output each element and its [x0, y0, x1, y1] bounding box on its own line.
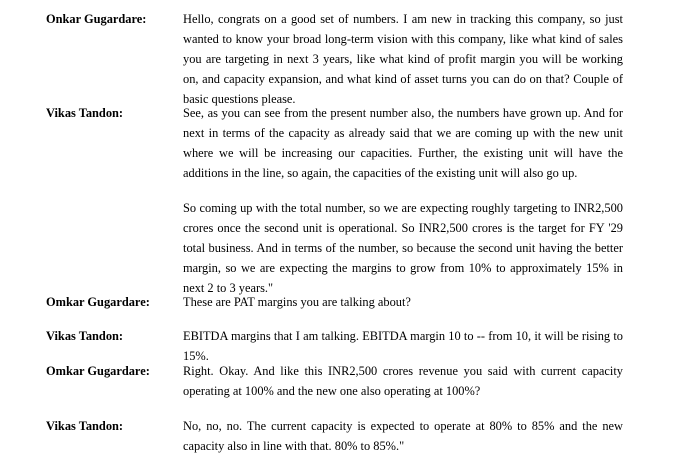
speaker-name: Omkar Gugardare:	[46, 364, 150, 378]
speaker-name: Onkar Gugardare:	[46, 12, 147, 26]
speaker-name: Vikas Tandon:	[46, 106, 124, 120]
speech-paragraph: EBITDA margins that I am talking. EBITDA margin 10 to -- from 10, it will be rising to 15%.	[183, 329, 623, 363]
speech-paragraph: These are PAT margins you are talking about?	[183, 295, 411, 309]
speech-paragraph: Hello, congrats on a good set of numbers. I am new in tracking this company, so just wanted to know your broad long-term vision with this company, like what kind of sales you are targeting in next 3 years, like what kind of profit margin you will be working on, and capacity expansion, and what kind of asset turns you can do on that? Couple of basic questions please.	[183, 12, 623, 106]
speech-paragraph: Right. Okay. And like this INR2,500 crores revenue you said with current capacity operating at 100% and the new one also operating at 100%?	[183, 364, 623, 398]
speech-paragraph: So coming up with the total number, so we are expecting roughly targeting to INR2,500 crores once the second unit is operational. So INR2,500 crores is the target for FY '29 total business. And in terms of the number, so because the second unit having the better margin, so we are expecting the margins to grow from 10% to approximately 15% in next 2 to 3 years."	[183, 201, 623, 295]
speaker-name: Vikas Tandon:	[46, 419, 124, 433]
speech-paragraph: No, no, no. The current capacity is expected to operate at 80% to 85% and the new capacity also in line with that. 80% to 85%."	[183, 419, 623, 453]
speech-paragraph: See, as you can see from the present number also, the numbers have grown up. And for next in terms of the capacity as already said that we are coming up with the new unit where we will be increasing our capacities. Further, the existing unit will have the additions in the line, so again, the capacities of the existing unit will also go up.	[183, 106, 623, 180]
speaker-name: Vikas Tandon:	[46, 329, 124, 343]
speaker-name: Omkar Gugardare:	[46, 295, 150, 309]
